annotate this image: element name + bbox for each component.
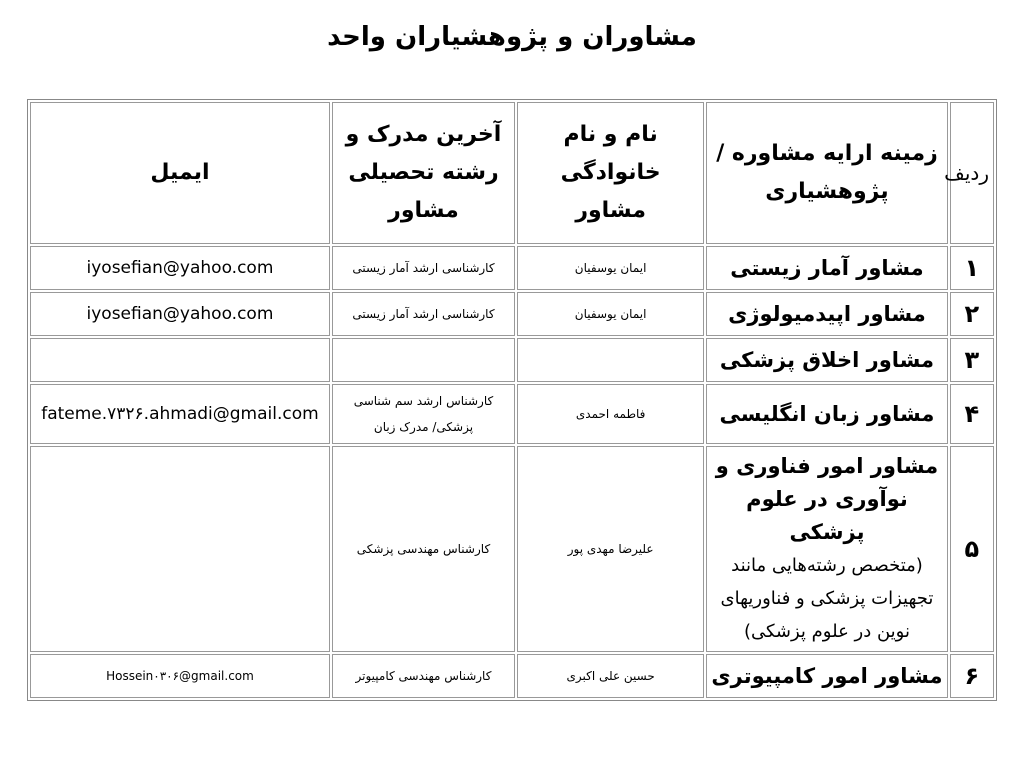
header-degree: آخرین مدرک و رشته تحصیلی مشاور: [332, 102, 515, 244]
row-email: Hossein۰۳۰۶@gmail.com: [30, 654, 330, 698]
row-field: مشاور امور کامپیوتری: [706, 654, 948, 698]
row-number: ۴: [950, 384, 994, 444]
header-email: ایمیل: [30, 102, 330, 244]
table-row: [30, 446, 994, 652]
table-row: [30, 384, 994, 444]
row-name: [517, 338, 704, 382]
row-degree: کارشناس مهندسی پزشکی: [332, 446, 515, 652]
row-degree: کارشناسی ارشد آمار زیستی: [332, 246, 515, 290]
header-field: زمینه ارایه مشاوره / پژوهشیاری: [706, 102, 948, 244]
row-field: مشاور زبان انگلیسی: [706, 384, 948, 444]
row-email: [30, 446, 330, 652]
row-email: iyosefian@yahoo.com: [30, 246, 330, 290]
header-row-number: ردیف: [950, 102, 994, 244]
row-name: حسین علی اکبری: [517, 654, 704, 698]
row-number: ۳: [950, 338, 994, 382]
table-row: [30, 338, 994, 382]
table-row: [30, 654, 994, 698]
row-degree: کارشناس ارشد سم شناسی پزشکی/ مدرک زبان: [332, 384, 515, 444]
row-name: علیرضا مهدی پور: [517, 446, 704, 652]
row-field: مشاور آمار زیستی: [706, 246, 948, 290]
row-degree: کارشناسی ارشد آمار زیستی: [332, 292, 515, 336]
row-email: iyosefian@yahoo.com: [30, 292, 330, 336]
row-name: ایمان یوسفیان: [517, 292, 704, 336]
page-title: مشاوران و پژوهشیاران واحد: [327, 22, 697, 52]
table-row: [30, 292, 994, 336]
advisors-table: [27, 99, 997, 701]
row-field-note: (متخصص رشته‌هایی مانند تجهیزات پزشکی و فناوریهای نوین در علوم پزشکی): [720, 555, 934, 642]
header-row: [30, 102, 994, 244]
row-number: ۵: [950, 446, 994, 652]
row-field: مشاور اپیدمیولوژی: [706, 292, 948, 336]
row-email: [30, 338, 330, 382]
row-field: مشاور اخلاق پزشکی: [706, 338, 948, 382]
row-field: مشاور امور فناوری و نوآوری در علوم پزشکی: [715, 454, 939, 544]
row-number: ۲: [950, 292, 994, 336]
row-field-cell: [706, 446, 948, 652]
row-degree: کارشناس مهندسی کامپیوتر: [332, 654, 515, 698]
header-name: نام و نام خانوادگی مشاور: [517, 102, 704, 244]
row-number: ۱: [950, 246, 994, 290]
row-number: ۶: [950, 654, 994, 698]
row-name: ایمان یوسفیان: [517, 246, 704, 290]
row-email: fateme.۷۳۲۶.ahmadi@gmail.com: [30, 384, 330, 444]
row-name: فاطمه احمدی: [517, 384, 704, 444]
row-degree: [332, 338, 515, 382]
table-row: [30, 246, 994, 290]
